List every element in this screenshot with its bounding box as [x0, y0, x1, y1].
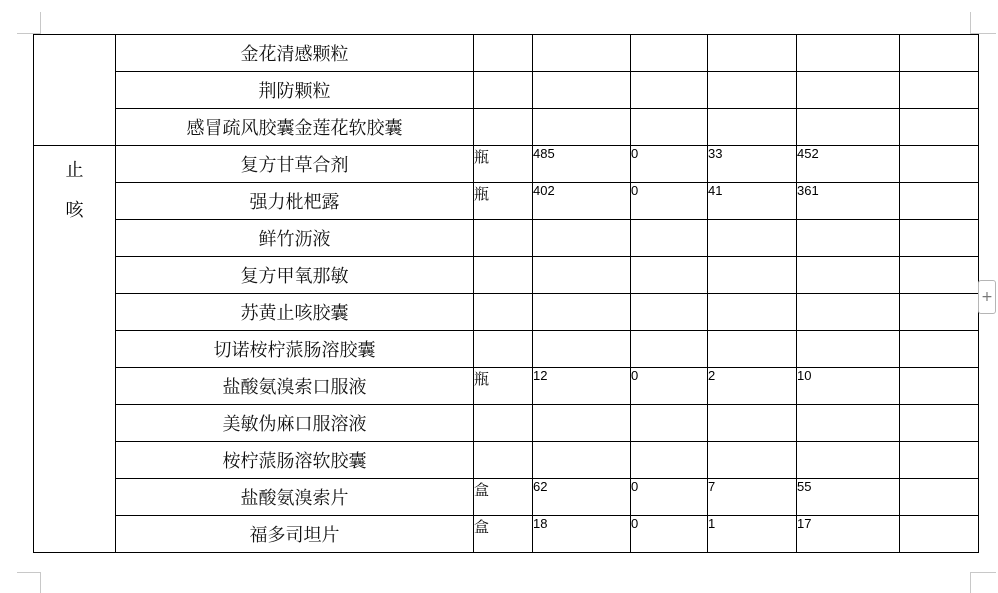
empty-cell[interactable] [900, 183, 979, 220]
drug-inventory-table [33, 34, 979, 553]
table-row [34, 479, 979, 516]
quantity-cell[interactable]: 1 [708, 516, 797, 553]
quantity-cell[interactable] [631, 72, 708, 109]
table-row [34, 109, 979, 146]
quantity-cell[interactable]: 0 [631, 368, 708, 405]
quantity-cell[interactable] [631, 35, 708, 72]
quantity-cell[interactable]: 0 [631, 516, 708, 553]
empty-cell[interactable] [900, 405, 979, 442]
table-row [34, 331, 979, 368]
table-row [34, 72, 979, 109]
quantity-cell[interactable] [708, 257, 797, 294]
empty-cell[interactable] [900, 294, 979, 331]
crop-mark-bottom-right-v [970, 572, 971, 593]
drug-name-cell[interactable]: 桉柠蒎肠溶软胶囊 [116, 442, 474, 479]
quantity-cell[interactable]: 18 [533, 516, 631, 553]
crop-mark-bottom-left-h [17, 572, 41, 573]
empty-cell[interactable] [900, 146, 979, 183]
quantity-cell[interactable] [631, 442, 708, 479]
drug-name-cell[interactable]: 感冒疏风胶囊金莲花软胶囊 [116, 109, 474, 146]
quantity-cell[interactable] [533, 405, 631, 442]
empty-cell[interactable] [900, 220, 979, 257]
quantity-cell[interactable]: 452 [797, 146, 900, 183]
table-row [34, 405, 979, 442]
quantity-cell[interactable]: 55 [797, 479, 900, 516]
category-cell-blank [34, 35, 116, 146]
empty-cell[interactable] [900, 109, 979, 146]
quantity-cell[interactable]: 2 [708, 368, 797, 405]
quantity-cell[interactable] [797, 72, 900, 109]
quantity-cell[interactable] [533, 294, 631, 331]
crop-mark-bottom-left-v [40, 572, 41, 593]
unit-cell[interactable]: 瓶 [474, 183, 533, 220]
quantity-cell[interactable]: 485 [533, 146, 631, 183]
quantity-cell[interactable] [797, 405, 900, 442]
empty-cell[interactable] [900, 368, 979, 405]
quantity-cell[interactable] [533, 220, 631, 257]
quantity-cell[interactable]: 33 [708, 146, 797, 183]
quantity-cell[interactable]: 402 [533, 183, 631, 220]
unit-cell[interactable] [474, 442, 533, 479]
unit-cell[interactable]: 瓶 [474, 368, 533, 405]
quantity-cell[interactable] [708, 405, 797, 442]
quantity-cell[interactable] [631, 294, 708, 331]
quantity-cell[interactable] [708, 72, 797, 109]
quantity-cell[interactable]: 62 [533, 479, 631, 516]
unit-cell[interactable] [474, 220, 533, 257]
unit-cell[interactable] [474, 405, 533, 442]
category-label [34, 156, 115, 222]
table-row [34, 368, 979, 405]
quantity-cell[interactable] [631, 405, 708, 442]
table-row [34, 35, 979, 72]
drug-name-cell[interactable]: 金花清感颗粒 [116, 35, 474, 72]
unit-cell[interactable] [474, 257, 533, 294]
drug-name-cell[interactable]: 鲜竹沥液 [116, 220, 474, 257]
category-char: 止 [65, 160, 84, 181]
empty-cell[interactable] [900, 331, 979, 368]
drug-name-cell[interactable]: 复方甘草合剂 [116, 146, 474, 183]
category-char: 咳 [65, 200, 84, 221]
crop-mark-top-right-v [970, 12, 971, 34]
quantity-cell[interactable] [708, 35, 797, 72]
quantity-cell[interactable] [533, 331, 631, 368]
crop-mark-top-left-v [40, 12, 41, 34]
table-row [34, 257, 979, 294]
quantity-cell[interactable]: 10 [797, 368, 900, 405]
quantity-cell[interactable] [708, 331, 797, 368]
quantity-cell[interactable] [708, 109, 797, 146]
quantity-cell[interactable]: 0 [631, 146, 708, 183]
category-cell [34, 146, 116, 553]
quantity-cell[interactable] [797, 257, 900, 294]
drug-name-cell[interactable]: 苏黄止咳胶囊 [116, 294, 474, 331]
table-row [34, 294, 979, 331]
quantity-cell[interactable] [533, 35, 631, 72]
quantity-cell[interactable] [533, 442, 631, 479]
unit-cell[interactable]: 盒 [474, 516, 533, 553]
quantity-cell[interactable]: 0 [631, 183, 708, 220]
empty-cell[interactable] [900, 35, 979, 72]
empty-cell[interactable] [900, 516, 979, 553]
quantity-cell[interactable]: 12 [533, 368, 631, 405]
quantity-cell[interactable] [797, 331, 900, 368]
quantity-cell[interactable]: 361 [797, 183, 900, 220]
table-row [34, 442, 979, 479]
quantity-cell[interactable]: 41 [708, 183, 797, 220]
quantity-cell[interactable] [708, 442, 797, 479]
quantity-cell[interactable] [631, 220, 708, 257]
unit-cell[interactable] [474, 72, 533, 109]
quantity-cell[interactable] [797, 109, 900, 146]
quantity-cell[interactable] [533, 257, 631, 294]
table-row [34, 516, 979, 553]
quantity-cell[interactable] [708, 220, 797, 257]
empty-cell[interactable] [900, 257, 979, 294]
add-row-button[interactable]: + [978, 280, 996, 314]
quantity-cell[interactable] [533, 72, 631, 109]
quantity-cell[interactable] [533, 109, 631, 146]
drug-name-cell[interactable]: 荆防颗粒 [116, 72, 474, 109]
empty-cell[interactable] [900, 479, 979, 516]
empty-cell[interactable] [900, 442, 979, 479]
drug-name-cell[interactable]: 复方甲氧那敏 [116, 257, 474, 294]
drug-name-cell[interactable]: 盐酸氨溴索口服液 [116, 368, 474, 405]
drug-name-cell[interactable]: 盐酸氨溴索片 [116, 479, 474, 516]
table-row [34, 183, 979, 220]
empty-cell[interactable] [900, 72, 979, 109]
unit-cell[interactable] [474, 35, 533, 72]
quantity-cell[interactable] [631, 257, 708, 294]
unit-cell[interactable]: 瓶 [474, 146, 533, 183]
drug-name-cell[interactable]: 美敏伪麻口服溶液 [116, 405, 474, 442]
quantity-cell[interactable] [708, 294, 797, 331]
quantity-cell[interactable] [797, 442, 900, 479]
unit-cell[interactable] [474, 109, 533, 146]
unit-cell[interactable] [474, 294, 533, 331]
quantity-cell[interactable]: 0 [631, 479, 708, 516]
drug-name-cell[interactable]: 强力枇杷露 [116, 183, 474, 220]
quantity-cell[interactable] [631, 109, 708, 146]
unit-cell[interactable]: 盒 [474, 479, 533, 516]
table-body [34, 35, 979, 553]
drug-name-cell[interactable]: 切诺桉柠蒎肠溶胶囊 [116, 331, 474, 368]
quantity-cell[interactable] [797, 35, 900, 72]
quantity-cell[interactable] [797, 294, 900, 331]
drug-name-cell[interactable]: 福多司坦片 [116, 516, 474, 553]
quantity-cell[interactable]: 7 [708, 479, 797, 516]
table-row [34, 220, 979, 257]
quantity-cell[interactable] [797, 220, 900, 257]
quantity-cell[interactable]: 17 [797, 516, 900, 553]
table-row [34, 146, 979, 183]
crop-mark-bottom-right-h [970, 572, 996, 573]
unit-cell[interactable] [474, 331, 533, 368]
quantity-cell[interactable] [631, 331, 708, 368]
